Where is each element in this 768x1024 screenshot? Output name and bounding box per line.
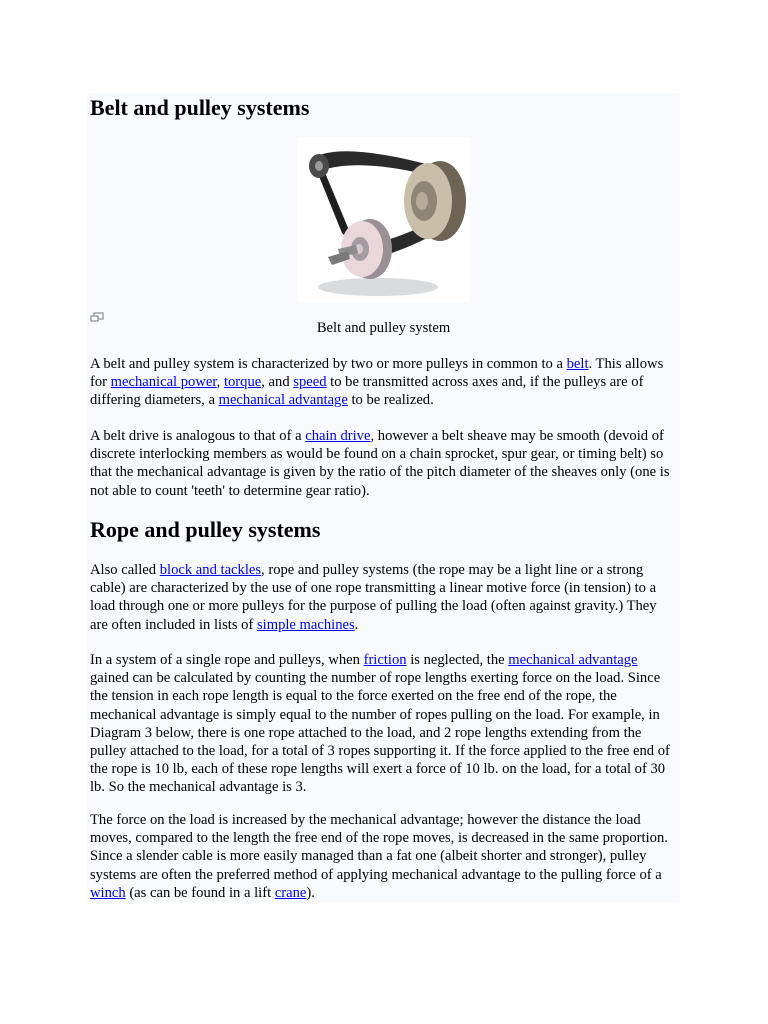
section-title-rope-pulley: Rope and pulley systems [90,517,321,542]
text-run: , [216,374,224,391]
link-winch[interactable]: winch [90,884,126,901]
link-friction[interactable]: friction [363,652,407,668]
paragraph-force-on-load [90,811,677,902]
belt-pulley-illustration [298,137,469,302]
enlarge-icon[interactable] [90,309,104,319]
text-run: A belt and pulley system is characterized by two or more pulleys in common to a [90,356,567,372]
article-page [87,93,680,902]
text-run: ). [306,884,315,901]
link-simple-machines[interactable]: simple machines [256,616,355,633]
text-run: . [354,616,359,633]
text-run: (as can be found in a lift [125,884,275,901]
text-run: to be transmitted across axes and, if the pulleys are of differing diameters, a [90,374,644,409]
text-run: . This allows for [90,356,664,391]
text-run: , and [261,374,294,391]
link-chain-drive[interactable]: chain drive [305,428,371,444]
link-torque[interactable]: torque [223,374,262,391]
link-block-and-tackles[interactable]: block and tackles [159,562,262,578]
paragraph-rope-intro [90,561,677,634]
paragraph-mechanical-advantage [90,651,677,797]
link-belt[interactable]: belt [566,356,589,372]
text-run: A belt drive is analogous to that of a [90,428,306,444]
link-speed[interactable]: speed [293,374,327,391]
link-mechanical-advantage[interactable]: mechanical advantage [218,392,348,409]
section-title-belt-pulley: Belt and pulley systems [90,95,310,120]
paragraph-belt-intro [90,355,677,410]
figure-caption: Belt and pulley system [316,320,451,336]
link-mechanical-advantage-2[interactable]: mechanical advantage [508,652,638,668]
belt-pulley-image[interactable] [298,137,469,302]
text-run: gained can be calculated by counting the number of rope lengths exerting force on the load. Since the tension in each rope length is equal to the force exerted on the free end of the rope, the mechanical advantage is simply equal to the number of ropes pulling on the load. For example, in Diagram 3 below, there is one rope attached to the load, and 2 rope lengths extending from the pulley attached to the load, for a total of 3 ropes supporting it. If the force applied to the free end of the rope is 10 lb, each of these rope lengths will exert a force of 10 lb. on the load, for a total of 30 lb. So the mechanical advantage is 3. [90,670,670,796]
text-run: Also called [90,562,160,578]
link-mechanical-power[interactable]: mechanical power [110,374,217,391]
paragraph-belt-drive [90,427,677,500]
link-crane[interactable]: crane [274,884,307,901]
text-run: is neglected, the [406,652,509,668]
text-run: In a system of a single rope and pulleys, when [90,652,364,668]
text-run: , however a belt sheave may be smooth (devoid of discrete interlocking members as would be found on a chain sprocket, spur gear, or timing belt) so that the mechanical advantage is given by the ratio of the pitch diameter of the sheaves only (one is not able to count 'teeth' to determine gear ratio). [90,428,670,499]
text-run: , rope and pulley systems (the rope may be a light line or a strong cable) are characterized by the use of one rope transmitting a linear motive force (in tension) to a load through one or more pulleys for the purpose of pulling the load (often against gravity.) They are often included in lists of [90,562,657,633]
text-run: to be realized. [347,392,434,409]
text-run: The force on the load is increased by the mechanical advantage; however the distance the load moves, compared to the length the free end of the rope moves, is decreased in the same proportion. Since a slender cable is more easily managed than a fat one (albeit shorter and stronger), pulley systems are often the preferred method of applying mechanical advantage to the pulling force of a [90,812,668,883]
